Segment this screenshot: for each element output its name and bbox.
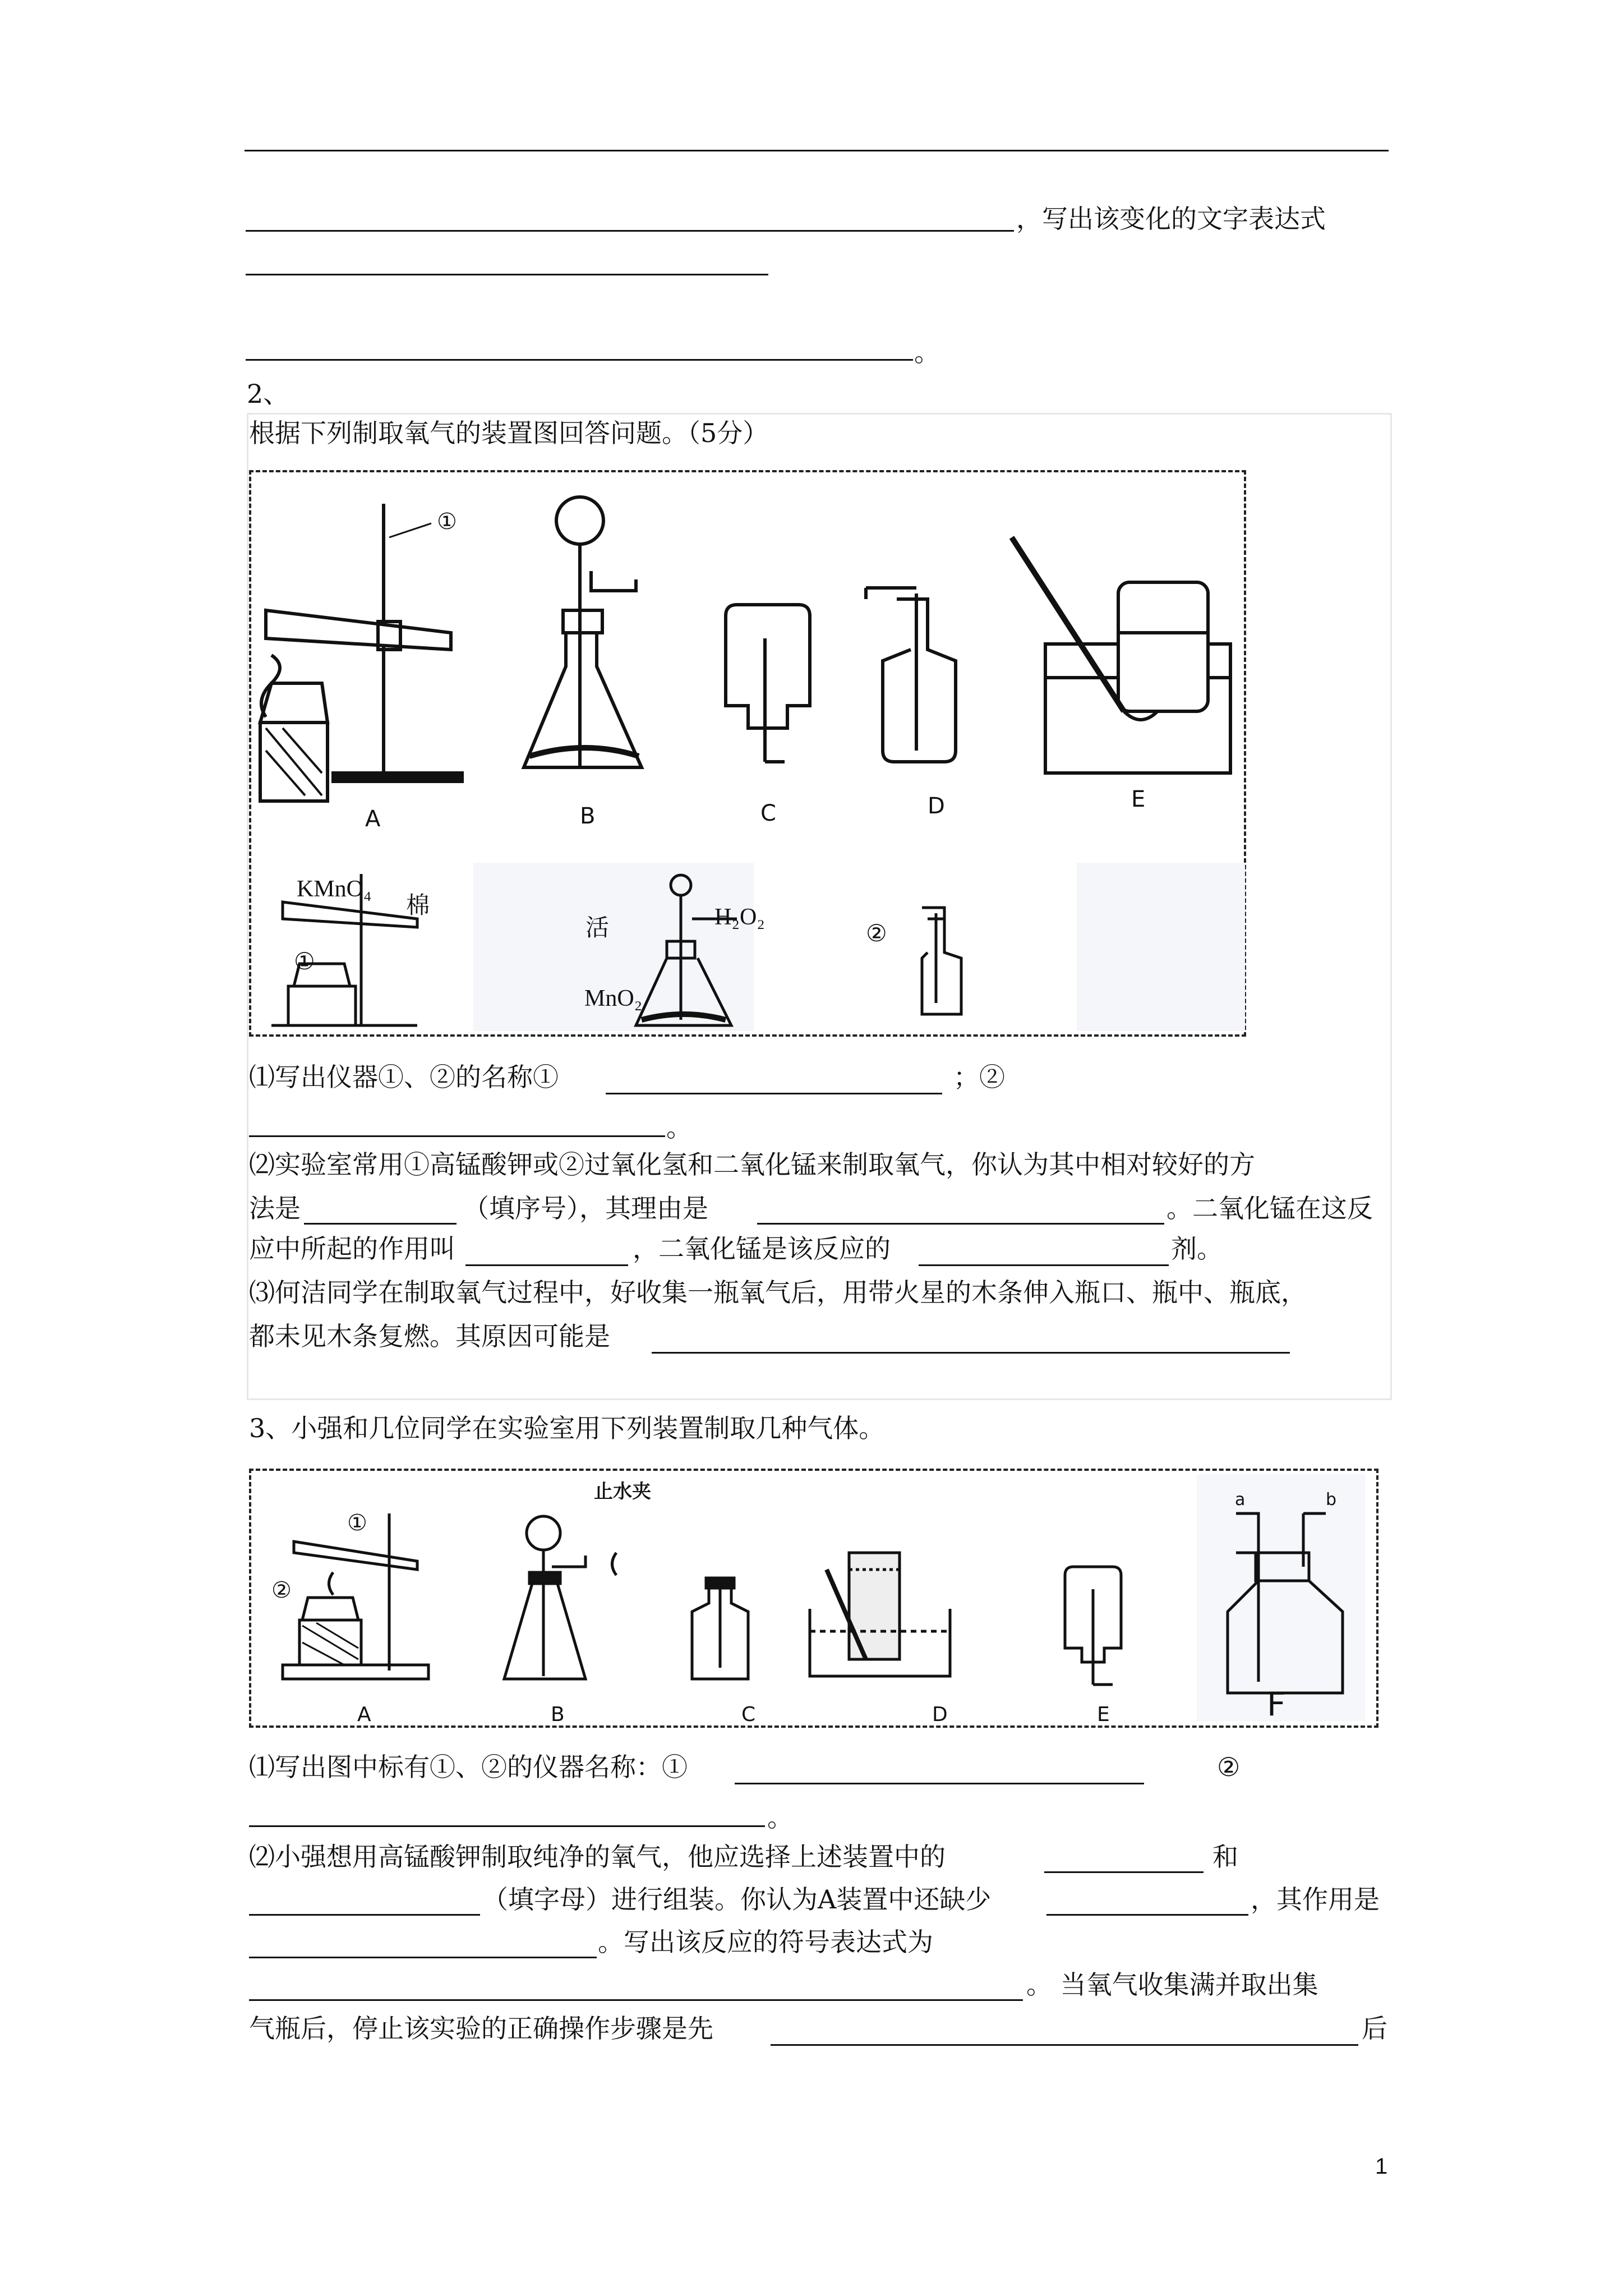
q3-fig-label-a: A (357, 1703, 371, 1726)
q2-p2-line1: ⑵实验室常用①高锰酸钾或②过氧化氢和二氧化锰来制取氧气，你认为其中相对较好的方 (249, 1149, 1255, 1180)
apparatus-c (726, 605, 810, 762)
q3-marker-1: ① (347, 1510, 367, 1536)
q2-figure (249, 470, 1246, 1037)
q3-p1-blank-2[interactable] (249, 1825, 765, 1827)
apparatus-c-small (922, 908, 961, 1014)
q2-intro: 根据下列制取氧气的装置图回答问题。（5分） (249, 418, 769, 448)
apparatus-d (866, 588, 956, 762)
q3-p2-blank-2[interactable] (249, 1914, 480, 1916)
q3-p2-blank-3[interactable] (1046, 1914, 1248, 1916)
q2-p2-line2-b: （填序号），其理由是 (463, 1193, 708, 1223)
q3-figure (249, 1469, 1378, 1728)
q2-p2-line3-a: 应中所起的作用叫 (249, 1234, 455, 1264)
q3-p2-line3: 。写出该反应的符号表达式为 (598, 1927, 933, 1957)
lower-right-panel (1077, 863, 1245, 1031)
mno2-label: MnO₂ (584, 986, 643, 1011)
fig-label-a: A (365, 806, 381, 832)
q3-p1-blank-1[interactable] (735, 1783, 1144, 1784)
q1-blank-1[interactable] (246, 230, 1014, 232)
q2-p3-line2: 都未见木条复燃。其原因可能是 (249, 1321, 610, 1351)
header-rule (245, 150, 1389, 151)
q2-p2-blank-4[interactable] (919, 1264, 1169, 1266)
q3-intro: 3、小强和几位同学在实验室用下列装置制取几种气体。 (249, 1413, 885, 1443)
q2-p1-blank-1[interactable] (606, 1093, 942, 1094)
q2-number: 2、 (247, 379, 289, 409)
cotton-label: 棉 (406, 893, 430, 919)
q3-p2-line1-a: ⑵小强想用高锰酸钾制取纯净的氧气，他应选择上述装置中的 (249, 1842, 946, 1872)
q3-fig-label-d: D (932, 1703, 948, 1726)
q1-end-mark: 。 (914, 337, 940, 367)
h2o2-label: H₂O₂ (714, 904, 765, 930)
fig-label-d: D (928, 793, 945, 819)
q3-apparatus-d (810, 1553, 950, 1676)
q3-p2-blank-1[interactable] (1044, 1871, 1204, 1873)
tube-b-label: b (1326, 1490, 1337, 1510)
q3-fig-label-f: F (1267, 1685, 1286, 1723)
apparatus-e (1012, 537, 1230, 773)
q2-p2-line3-c: 剂。 (1171, 1234, 1223, 1264)
fig-label-e: E (1131, 786, 1146, 812)
q3-p2-line5-a: 气瓶后，停止该实验的正确操作步骤是先 (249, 2013, 713, 2044)
q3-apparatus-a (283, 1513, 428, 1679)
q2-p2-blank-2[interactable] (757, 1223, 1164, 1225)
q2-p1-blank-2[interactable] (249, 1135, 665, 1137)
q2-p2-line2-c: 。二氧化锰在这反 (1166, 1193, 1373, 1223)
q3-p1-a: ⑴写出图中标有①、②的仪器名称：① (249, 1752, 688, 1782)
q1-blank-3[interactable] (246, 359, 913, 361)
q2-p3-line1: ⑶何洁同学在制取氧气过程中，好收集一瓶氧气后，用带火星的木条伸入瓶口、瓶中、瓶底， (249, 1277, 1307, 1308)
q2-p2-blank-3[interactable] (465, 1264, 628, 1266)
q3-f-panel (1197, 1474, 1365, 1721)
q3-p2-line4: 。 当氧气收集满并取出集 (1026, 1970, 1318, 2000)
q3-p2-line2-a: （填字母）进行组装。你认为A装置中还缺少 (482, 1884, 992, 1915)
q3-apparatus-b (504, 1516, 616, 1679)
q2-p3-blank[interactable] (652, 1352, 1290, 1354)
q2-p2-blank-1[interactable] (304, 1223, 457, 1225)
q2-p1-a: ⑴写出仪器①、②的名称① (249, 1062, 559, 1092)
q2-p2-line2-a: 法是 (249, 1193, 301, 1223)
stop-clip-label: 止水夹 (594, 1480, 651, 1503)
lower-marker-2: ② (866, 921, 887, 947)
q3-p1-b: ② (1217, 1752, 1241, 1782)
q2-p2-line3-b: ，二氧化锰是该反应的 (633, 1234, 891, 1264)
q3-p2-blank-6[interactable] (771, 2044, 1358, 2046)
q2-p1-b: ；② (953, 1062, 1005, 1092)
a-marker-1: ① (437, 509, 457, 535)
lower-marker-1: ① (294, 949, 315, 975)
q3-fig-label-e: E (1097, 1703, 1110, 1726)
q1-blank-2[interactable] (246, 274, 768, 275)
tube-a-label: a (1235, 1490, 1246, 1510)
page-number: 1 (1375, 2154, 1388, 2179)
q3-p2-blank-5[interactable] (249, 1999, 1023, 2001)
q3-fig-label-c: C (741, 1703, 756, 1726)
kmno4-label: KMnO₄ (297, 876, 372, 902)
q3-p1-end: 。 (767, 1802, 793, 1833)
apparatus-b (524, 497, 642, 767)
fig-label-c: C (760, 800, 776, 826)
fig-label-b: B (580, 803, 596, 829)
q3-p2-line1-b: 和 (1212, 1842, 1238, 1872)
q1-tail-text: ，写出该变化的文字表达式 (1016, 204, 1326, 234)
q3-apparatus-c (692, 1578, 748, 1679)
q3-p2-line2-b: ，其作用是 (1251, 1884, 1380, 1915)
q3-marker-2: ② (271, 1577, 292, 1603)
q3-p2-blank-4[interactable] (249, 1957, 597, 1958)
stopcock-label: 活 (585, 915, 610, 941)
q3-apparatus-e (1065, 1567, 1121, 1685)
q3-fig-label-b: B (551, 1703, 565, 1726)
apparatus-a (260, 504, 462, 801)
q2-p1-end: 。 (666, 1112, 692, 1143)
q3-p2-line5-b: 后 (1362, 2013, 1387, 2044)
